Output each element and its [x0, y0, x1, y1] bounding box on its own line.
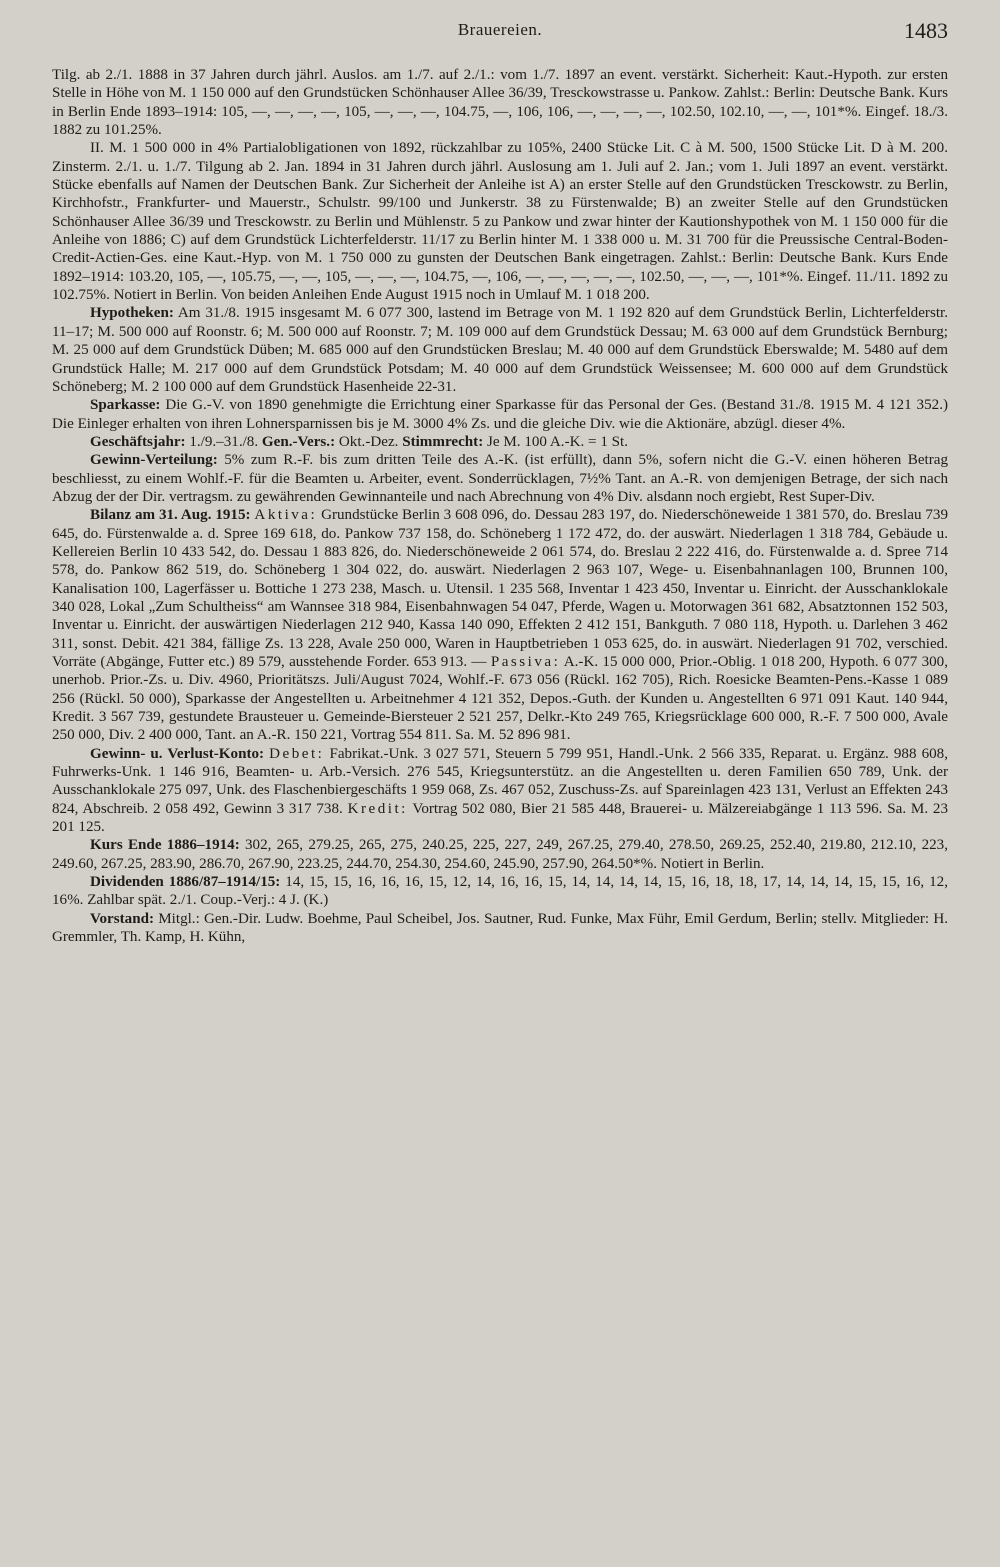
paragraph-anleihe-ii [52, 139, 948, 304]
body-text: 5% zum R.-F. bis zum dritten Teile des A.-K. (ist erfüllt), dann 5%, sofern nicht die G.-V. einen höheren Betrag beschliesst, zu einem Wohlf.-F. für die Beamten u. Arbeiter, event. Sonderrücklagen, 7½% Tant. an A.-R. von demjenigen Betrage, der sich nach Abzug der der Dir. vertragsm. zu gewährenden Gewinnanteile und nach Abrechnung von 4% Div. alsdann noch ergiebt, Rest Super-Div. [52, 452, 948, 505]
section-keyword: Stimmrecht: [402, 433, 484, 450]
body-text: A.-K. 15 000 000, Prior.-Oblig. 1 018 200, Hypoth. 6 077 300, unerhob. Prior.-Zs. u. Div. 4960, Prioritätszs. Juli/August 7024, Wohlf.-F. 673 056 (Rückl. 162 705), Rich. Roesicke Beamten-Pens.-Kasse 1 089 256 (Rückl. 50 000), Sparkasse der Angestellten u. Arbeitnehmer 4 121 352, Depos.-Guth. der Kunden u. Angestellten 6 971 091 Kaut. 140 944, Kredit. 3 567 739, gestundete Brausteuer u. Gemeinde-Biersteuer 2 521 257, Delkr.-Kto 249 765, Kriegsrücklage 600 000, R.-F. 7 500 000, Avale 250 000, Div. 2 400 000, Tant. an A.-R. 150 221, Vortrag 554 811. Sa. M. 52 896 981. [52, 654, 948, 744]
page-header [0, 18, 1000, 48]
section-keyword: Gewinn- u. Verlust-Konto: [90, 745, 265, 762]
section-keyword: Gen.-Vers.: [261, 433, 336, 450]
page-body [52, 66, 948, 947]
paragraph-dividenden [52, 873, 948, 910]
paragraph-kurs [52, 836, 948, 873]
section-keyword: Bilanz am 31. Aug. 1915: [90, 507, 251, 524]
paragraph-vorstand [52, 910, 948, 947]
section-keyword: Gewinn-Verteilung: [90, 452, 218, 469]
body-text: 302, 265, 279.25, 265, 275, 240.25, 225, 227, 249, 267.25, 279.40, 278.50, 269.25, 252.40, 219.80, 212.10, 223, 249.60, 267.25, 283.90, 286.70, 267.90, 223.25, 244.70, 254.30, 254.60, 245.90, 257.90, 264.50*%. Notiert in Berlin. [52, 837, 948, 872]
body-text: 14, 15, 15, 16, 16, 16, 15, 12, 14, 16, 16, 15, 14, 14, 14, 14, 15, 16, 18, 18, 17, 14, 14, 14, 15, 15, 16, 12, 16%. Zahlbar spät. 2./1. Coup.-Verj.: 4 J. (K.) [52, 874, 948, 909]
paragraph-gewinn-verteilung [52, 451, 948, 506]
body-text: Am 31./8. 1915 insgesamt M. 6 077 300, lastend im Betrage von M. 1 192 820 auf dem Grundstück Berlin, Lichterfelderstr. 11–17; M. 500 000 auf Roonstr. 6; M. 500 000 auf Roonstr. 7; M. 109 000 auf dem Grundstück Dessau; M. 63 000 auf dem Grundstück Bernburg; M. 25 000 auf dem Grundstück Düben; M. 685 000 auf den Grundstücken Breslau; M. 40 000 auf dem Grundstück Eberswalde; M. 5480 auf dem Grundstück Halle; M. 217 000 auf dem Grundstück Potsdam; M. 40 000 auf dem Grundstück Weissensee; M. 600 000 auf dem Grundstück Schöneberg; M. 2 100 000 auf dem Grundstück Hasenheide 22-31. [52, 305, 948, 395]
body-text: Vortrag 502 080, Bier 21 585 448, Brauerei- u. Mälzereiabgänge 1 113 596. Sa. M. 23 201 125. [52, 800, 948, 836]
paragraph-geschaeftsjahr [52, 433, 948, 451]
body-text: Okt.-Dez. [335, 433, 403, 450]
body-text: 1./9.–31./8. [185, 433, 262, 450]
spaced-label: Aktiva: [254, 507, 318, 524]
body-text: II. M. 1 500 000 in 4% Partialobligationen von 1892, rückzahlbar zu 105%, 2400 Stücke Lit. C à M. 500, 1500 Stücke Lit. D à M. 200. Zinsterm. 2./1. u. 1./7. Tilgung ab 2. Jan. 1894 in 31 Jahren durch jährl. Auslosung am 1. Juli auf 2. Jan.; vom 1. Juli 1897 an event. verstärkt. Stücke ebenfalls auf Namen der Deutschen Bank. Zur Sicherheit der Anleihe ist A) an erster Stelle auf den Grundstücken Tresckowstr. zu Berlin, Kirchhofstr., Frankfurter- und Mauerstr., Schulstr. 99/100 und Junkerstr. 38 zu Fürstenwalde; B) an zweiter Stelle auf den Grundstücken Schönhauser Allee 36/39 und Tresckowstr. zu Berlin und Mühlenstr. 5 zu Pankow und zwar hinter der Kautionshypothek von M. 1 150 000 für die Anleihe von 1886; C) auf dem Grundstück Lichterfelderstr. 11/17 zu Berlin hinter M. 1 338 000 u. M. 31 700 für die Preussische Central-Boden-Credit-Actien-Ges. eine Kaut.-Hyp. von M. 1 750 000 zu gunsten der Deutschen Bank eingetragen. Zahlst.: Berlin: Deutsche Bank. Kurs Ende 1892–1914: 103.20, 105, —, 105.75, —, —, 105, —, —, —, 104.75, —, 106, —, —, —, —, —, 102.50, —, —, —, 101*%. Eingef. 11./11. 1892 zu 102.75%. Notiert in Berlin. Von beiden Anleihen Ende August 1915 noch in Umlauf M. 1 018 200. [52, 140, 948, 304]
section-keyword: Sparkasse: [90, 397, 161, 414]
paragraph-sparkasse [52, 396, 948, 433]
paragraph-bilanz [52, 506, 948, 744]
body-text: Je M. 100 A.-K. = 1 St. [483, 433, 629, 450]
section-keyword: Kurs Ende 1886–1914: [90, 837, 240, 854]
body-text: Fabrikat.-Unk. 3 027 571, Steuern 5 799 951, Handl.-Unk. 2 566 335, Reparat. u. Ergänz. 988 608, Fuhrwerks-Unk. 1 146 916, Beamten- u. Arb.-Versich. 276 545, Kriegsunterstütz. an die Angestellten u. deren Familien 650 789, Unk. der Ausschanklokale 275 097, Unk. des Flaschenbiergeschäfts 1 959 068, Zs. 467 052, Zuschuss-Zs. auf Spareinlagen 423 131, Verlust an Effekten 243 824, Abschreib. 2 058 492, Gewinn 3 317 738. [52, 745, 948, 817]
spaced-label: Passiva: [490, 654, 561, 670]
paragraph-gewinn-verlust-konto [52, 745, 948, 837]
spaced-label: Debet: [269, 745, 325, 762]
paragraph-tilgung [52, 66, 948, 139]
body-text: Tilg. ab 2./1. 1888 in 37 Jahren durch jährl. Auslos. am 1./7. auf 2./1.: vom 1./7. 1897 an event. verstärkt. Sicherheit: Kaut.-Hypoth. zur ersten Stelle in Höhe von M. 1 150 000 auf den Grundstücken Schönhauser Allee 36/39, Tresckowstrasse u. Pankow. Zahlst.: Berlin: Deutsche Bank. Kurs in Berlin Ende 1893–1914: 105, —, —, —, —, 105, —, —, —, 104.75, —, 106, 106, —, —, —, —, 102.50, 102.10, —, —, 101*%. Eingef. 18./3. 1882 zu 101.25%. [52, 67, 948, 139]
paragraph-hypotheken [52, 304, 948, 396]
body-text: Mitgl.: Gen.-Dir. Ludw. Boehme, Paul Scheibel, Jos. Sautner, Rud. Funke, Max Führ, Emil Gerdum, Berlin; stellv. Mitglieder: H. Gremmler, Th. Kamp, H. Kühn, [52, 910, 948, 946]
body-text: Die G.-V. von 1890 genehmigte die Errichtung einer Sparkasse für das Personal der Ges. (Bestand 31./8. 1915 M. 4 121 352.) Die Einleger erhalten von ihren Lohnersparnissen bis je M. 3000 4% Zs. und die gleiche Div. wie die Aktionäre, abzügl. dieser 4%. [52, 397, 948, 432]
spaced-label: Kredit: [347, 800, 408, 817]
body-text: Grundstücke Berlin 3 608 096, do. Dessau 283 197, do. Niederschöneweide 1 381 570, do. Breslau 739 645, do. Fürstenwalde a. d. Spree 169 618, do. Pankow 737 158, do. Schöneberg 1 172 472, do. der auswärt. Niederlagen 1 318 784, Gebäude u. Kellereien Berlin 10 433 542, do. Dessau 1 883 826, do. Niederschöneweide 2 061 574, do. Breslau 2 222 416, do. Fürstenwalde a. d. Spree 714 578, do. Pankow 862 519, do. Schöneberg 1 304 022, do. auswärt. Niederlagen 2 963 107, Wege- u. Eisenbahnanlagen 100, Brunnen 100, Kanalisation 100, Lagerfässer u. Bottiche 1 273 238, Masch. u. Utensil. 1 235 568, Inventar 1 423 450, Inventar u. Einricht. der Ausschanklokale 340 028, Lokal „Zum Schultheiss“ am Wannsee 318 984, Eisenbahnwagen 54 047, Pferde, Wagen u. Motorwagen 361 682, Absatztonnen 152 503, Inventar u. Einricht. der auswärtigen Niederlagen 212 940, Kassa 140 090, Effekten 2 412 151, Bankguth. 7 080 118, Hypoth. u. Darlehen 3 462 311, sonst. Debit. 421 384, fällige Zs. 13 228, Avale 250 000, Waren in Hauptbetrieben 1 053 625, do. in auswärt. Niederlagen 91 702, verschied. Vorräte (Abgänge, Futter etc.) 89 579, ausstehende Forder. 653 913. — [52, 507, 948, 670]
section-keyword: Dividenden 1886/87–1914/15: [90, 874, 281, 891]
running-title: Brauereien. [457, 20, 543, 39]
section-keyword: Geschäftsjahr: [90, 433, 186, 450]
section-keyword: Vorstand: [90, 910, 155, 927]
section-keyword: Hypotheken: [90, 305, 174, 322]
page-number: 1483 [904, 18, 948, 43]
